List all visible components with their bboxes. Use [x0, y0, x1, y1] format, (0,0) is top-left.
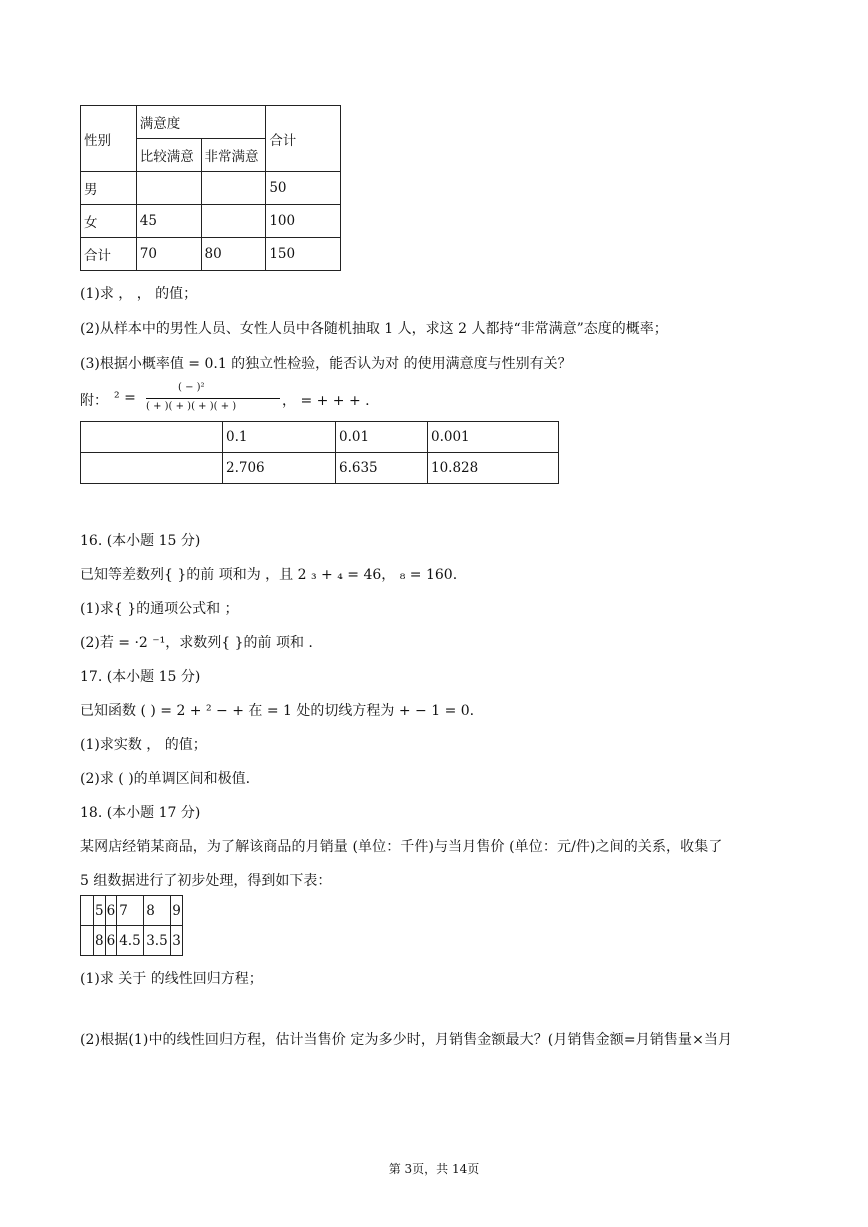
table-row: [81, 896, 183, 926]
cell-total: 50: [266, 172, 341, 205]
cell: 9: [171, 896, 183, 926]
q15-part1: (1)求 ， ， 的值；: [80, 286, 198, 302]
cell: [81, 926, 94, 956]
cell: 3: [171, 926, 183, 956]
cell: 6: [105, 926, 117, 956]
critical-value-table: [80, 421, 559, 484]
row-label: 男: [81, 172, 137, 205]
cell-total: 150: [266, 238, 341, 271]
cell: [136, 172, 201, 205]
cell: 0.001: [428, 422, 559, 453]
cell: [201, 205, 266, 238]
cell: 6.635: [336, 453, 428, 484]
row-label: 女: [81, 205, 137, 238]
cell: 2.706: [223, 453, 336, 484]
formula-lhs: ² =: [114, 390, 136, 406]
table-row: [81, 172, 341, 205]
table-row: [81, 238, 341, 271]
formula-denominator: ( + )( + )( + )( + ): [146, 401, 237, 412]
cell: 45: [136, 205, 201, 238]
row-label: 合计: [81, 238, 137, 271]
cell: 8: [144, 896, 171, 926]
q18-stem-line2: 5 组数据进行了初步处理，得到如下表：: [80, 873, 332, 889]
q16-stem: 已知等差数列{ }的前 项和为 ，且 2 ₃ + ₄ = 46， ₈ = 160.: [80, 567, 458, 583]
cell: 80: [201, 238, 266, 271]
cell: 5: [94, 896, 106, 926]
header-satisfaction: 满意度: [136, 106, 266, 139]
table-row: [81, 205, 341, 238]
cell: [201, 172, 266, 205]
q16-part1: (1)求{ }的通项公式和 ；: [80, 601, 239, 617]
q18-part1: (1)求 关于 的线性回归方程；: [80, 971, 263, 987]
table-row: [81, 422, 559, 453]
cell: 8: [94, 926, 106, 956]
cell: 7: [117, 896, 144, 926]
table-row: [81, 926, 183, 956]
subheader-very-satisfied: 非常满意: [201, 139, 266, 172]
cell: [81, 896, 94, 926]
q17-stem: 已知函数 ( ) = 2 + ² − + 在 = 1 处的切线方程为 + − 1 = 0.: [80, 703, 475, 719]
cell: 6: [105, 896, 117, 926]
q17-part2: (2)求 ( )的单调区间和极值.: [80, 771, 251, 787]
formula-prefix: 附：: [80, 393, 108, 409]
cell: 0.01: [336, 422, 428, 453]
cell: 70: [136, 238, 201, 271]
price-sales-table: [80, 895, 183, 956]
cell: [81, 453, 223, 484]
q18-part2: (2)根据(1)中的线性回归方程，估计当售价 定为多少时，月销售金额最大？(月销售金额=月销售量×当月: [80, 1032, 733, 1048]
q17-title: 17. (本小题 15 分): [80, 669, 201, 685]
q16-part2: (2)若 = ·2 ⁻¹，求数列{ }的前 项和 .: [80, 635, 313, 651]
subheader-fairly-satisfied: 比较满意: [136, 139, 201, 172]
formula-tail: ， = + + + .: [282, 393, 370, 409]
header-gender: 性别: [81, 106, 137, 172]
q15-part3: (3)根据小概率值 = 0.1 的独立性检验，能否认为对 的使用满意度与性别有关？: [80, 356, 572, 372]
cell: 3.5: [144, 926, 171, 956]
formula-numerator: ( − )²: [178, 382, 205, 393]
page-footer: 第 3页，共 14页: [388, 1162, 480, 1176]
q18-stem-line1: 某网店经销某商品，为了解该商品的月销量 (单位：千件)与当月售价 (单位：元/件)之间的关系，收集了: [80, 839, 723, 855]
cell: 0.1: [223, 422, 336, 453]
q15-part2: (2)从样本中的男性人员、女性人员中各随机抽取 1 人，求这 2 人都持“非常满意”态度的概率；: [80, 321, 668, 337]
fraction-bar: [146, 398, 280, 399]
table-row: [81, 453, 559, 484]
q18-title: 18. (本小题 17 分): [80, 805, 201, 821]
header-total: 合计: [266, 106, 341, 172]
cell: 4.5: [117, 926, 144, 956]
cell: [81, 422, 223, 453]
q16-title: 16. (本小题 15 分): [80, 533, 201, 549]
q17-part1: (1)求实数 ， 的值；: [80, 737, 207, 753]
satisfaction-table: [80, 105, 341, 271]
cell-total: 100: [266, 205, 341, 238]
cell: 10.828: [428, 453, 559, 484]
